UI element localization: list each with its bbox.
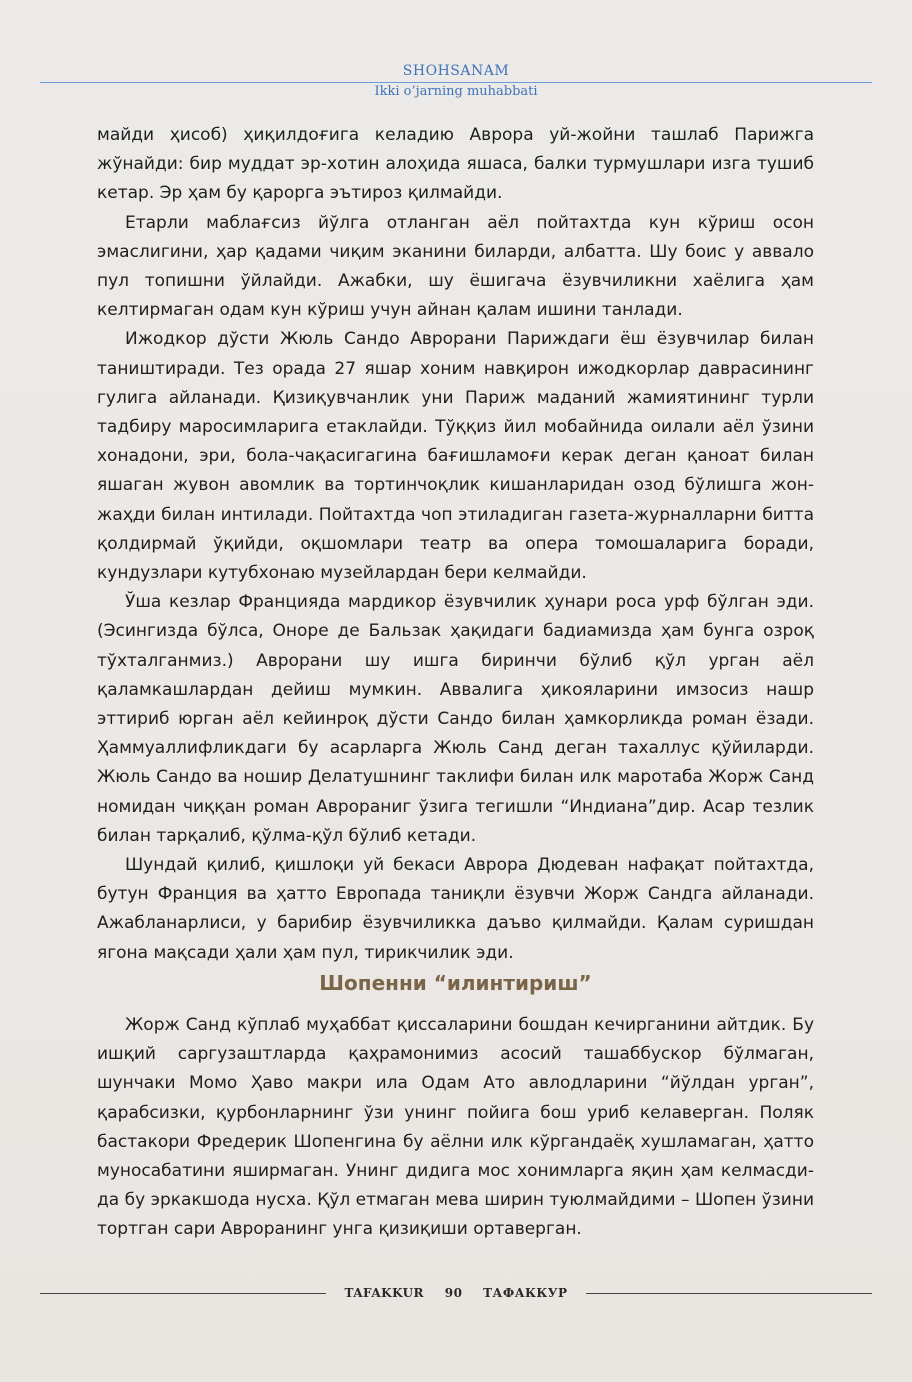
footer-rule-right (586, 1293, 872, 1294)
footer-magazine-cyrillic: ТАФАККУР (483, 1286, 568, 1300)
paragraph: Ижодкор дўсти Жюль Сандо Аврорани Париждаги ёш ёзувчилар билан таништиради. Тез орада 27 яшар хоним навқирон ижодкорлар даврасининг гулига айланади. Қизиқувчанлик уни Париж маданий жамиятининг турли тадбиру маросимларига етаклайди. Тўққиз йил мобайнида оилали аёл ўзини хонадони, эри, бола-чақасигагина бағишламоғи керак деган қаноат билан яшаган жувон авомлик ва тортинчоқлик кишанларидан озод бўлишга жон-жаҳди билан интилади. Пойтахтда чоп этиладиган газета-журналларни битта қолдирмай ўқийди, оқшомлари театр ва опера томошаларига боради, кундузлари кутубхонаю музейлардан бери келмайди. (97, 329, 814, 584)
paragraph: Шундай қилиб, қишлоқи уй бекаси Аврора Дюдеван нафақат пойтахтда, бутун Франция ва ҳатто Европада таниқли ёзувчи Жорж Сандга айланади. Ажабланарлиси, у барибир ёзувчиликка даъво қилмайди. Қалам суришдан ягона мақсади ҳали ҳам пул, тирикчилик эди. (97, 855, 814, 963)
running-header (40, 62, 872, 100)
paragraph: майди ҳисоб) ҳиқилдоғига келадию Аврора уй-жойни ташлаб Парижга жўнайди: бир муддат эр-хотин алоҳида яшаса, балки турмушлари изга тушиб кетар. Эр ҳам бу қарорга эътироз қилмайди. (97, 125, 814, 204)
paragraph: Ўша кезлар Францияда мардикор ёзувчилик ҳунари роса урф бўлган эди. (Эсингизда бўлса, Оноре де Бальзак ҳақидаги бадиамизда ҳам бунга озроқ тўхталганмиз.) Аврорани шу ишга биринчи бўлиб қўл урган аёл қаламкашлардан дейиш мумкин. Аввалига ҳикояларини имзосиз нашр эттириб юрган аёл кейинроқ дўсти Сандо билан ҳамкорликда роман ёзади. Ҳаммуаллифликдаги бу асарларга Жюль Санд деган тахаллус қўйиларди. Жюль Сандо ва ношир Делатушнинг таклифи билан илк маротаба Жорж Санд номидан чиққан роман Аврораниг ўзига тегишли “Индиана”дир. Асар тезлик билан тарқалиб, қўлма-қўл бўлиб кетади. (97, 592, 814, 846)
page-number: 90 (444, 1286, 463, 1300)
footer-rule-left (40, 1293, 326, 1294)
footer-label (326, 1286, 585, 1300)
section-heading: Шопенни “илинтириш” (319, 971, 592, 995)
header-subtitle: Ikki o’jarning muhabbati (374, 84, 538, 99)
section-text (97, 1011, 814, 1245)
header-rule (40, 82, 872, 83)
footer-magazine-latin: TAFAKKUR (344, 1286, 425, 1300)
running-footer (40, 1283, 872, 1303)
header-title: SHOHSANAM (402, 63, 510, 79)
paragraph: Етарли маблағсиз йўлга отланган аёл пойтахтда кун кўриш осон эмаслигини, ҳар қадами чиқим эканини биларди, албатта. Шу боис у аввало пул топишни ўйлайди. Ажабки, шу ёшигача ёзувчиликни хаёлига ҳам келтирмаган одам кун кўриш учун айнан қалам ишини танлади. (97, 212, 814, 321)
paragraph: Жорж Санд кўплаб муҳаббат қиссаларини бошдан кечирганини айтдик. Бу ишқий саргузаштларда қаҳрамонимиз асосий ташаббускор бўлмаган, шунчаки Момо Ҳаво макри ила Одам Ато авлодларини “йўлдан урган”, қарабсизки, қурбонларнинг ўзи унинг пойига бош уриб келаверган. Поляк бастакори Фредерик Шопенгина бу аёлни илк кўргандаёқ хушламаган, ҳатто муносабатини яширмаган. Унинг дидига мос хонимларга яқин ҳам келмасди-да бу эркакшода нусха. Қўл етмаган мева ширин туюлмайдими – Шопен ўзини тортган сари Аврoранинг унга қизиқиши ортаверган. (97, 1015, 814, 1240)
main-text (97, 121, 814, 968)
